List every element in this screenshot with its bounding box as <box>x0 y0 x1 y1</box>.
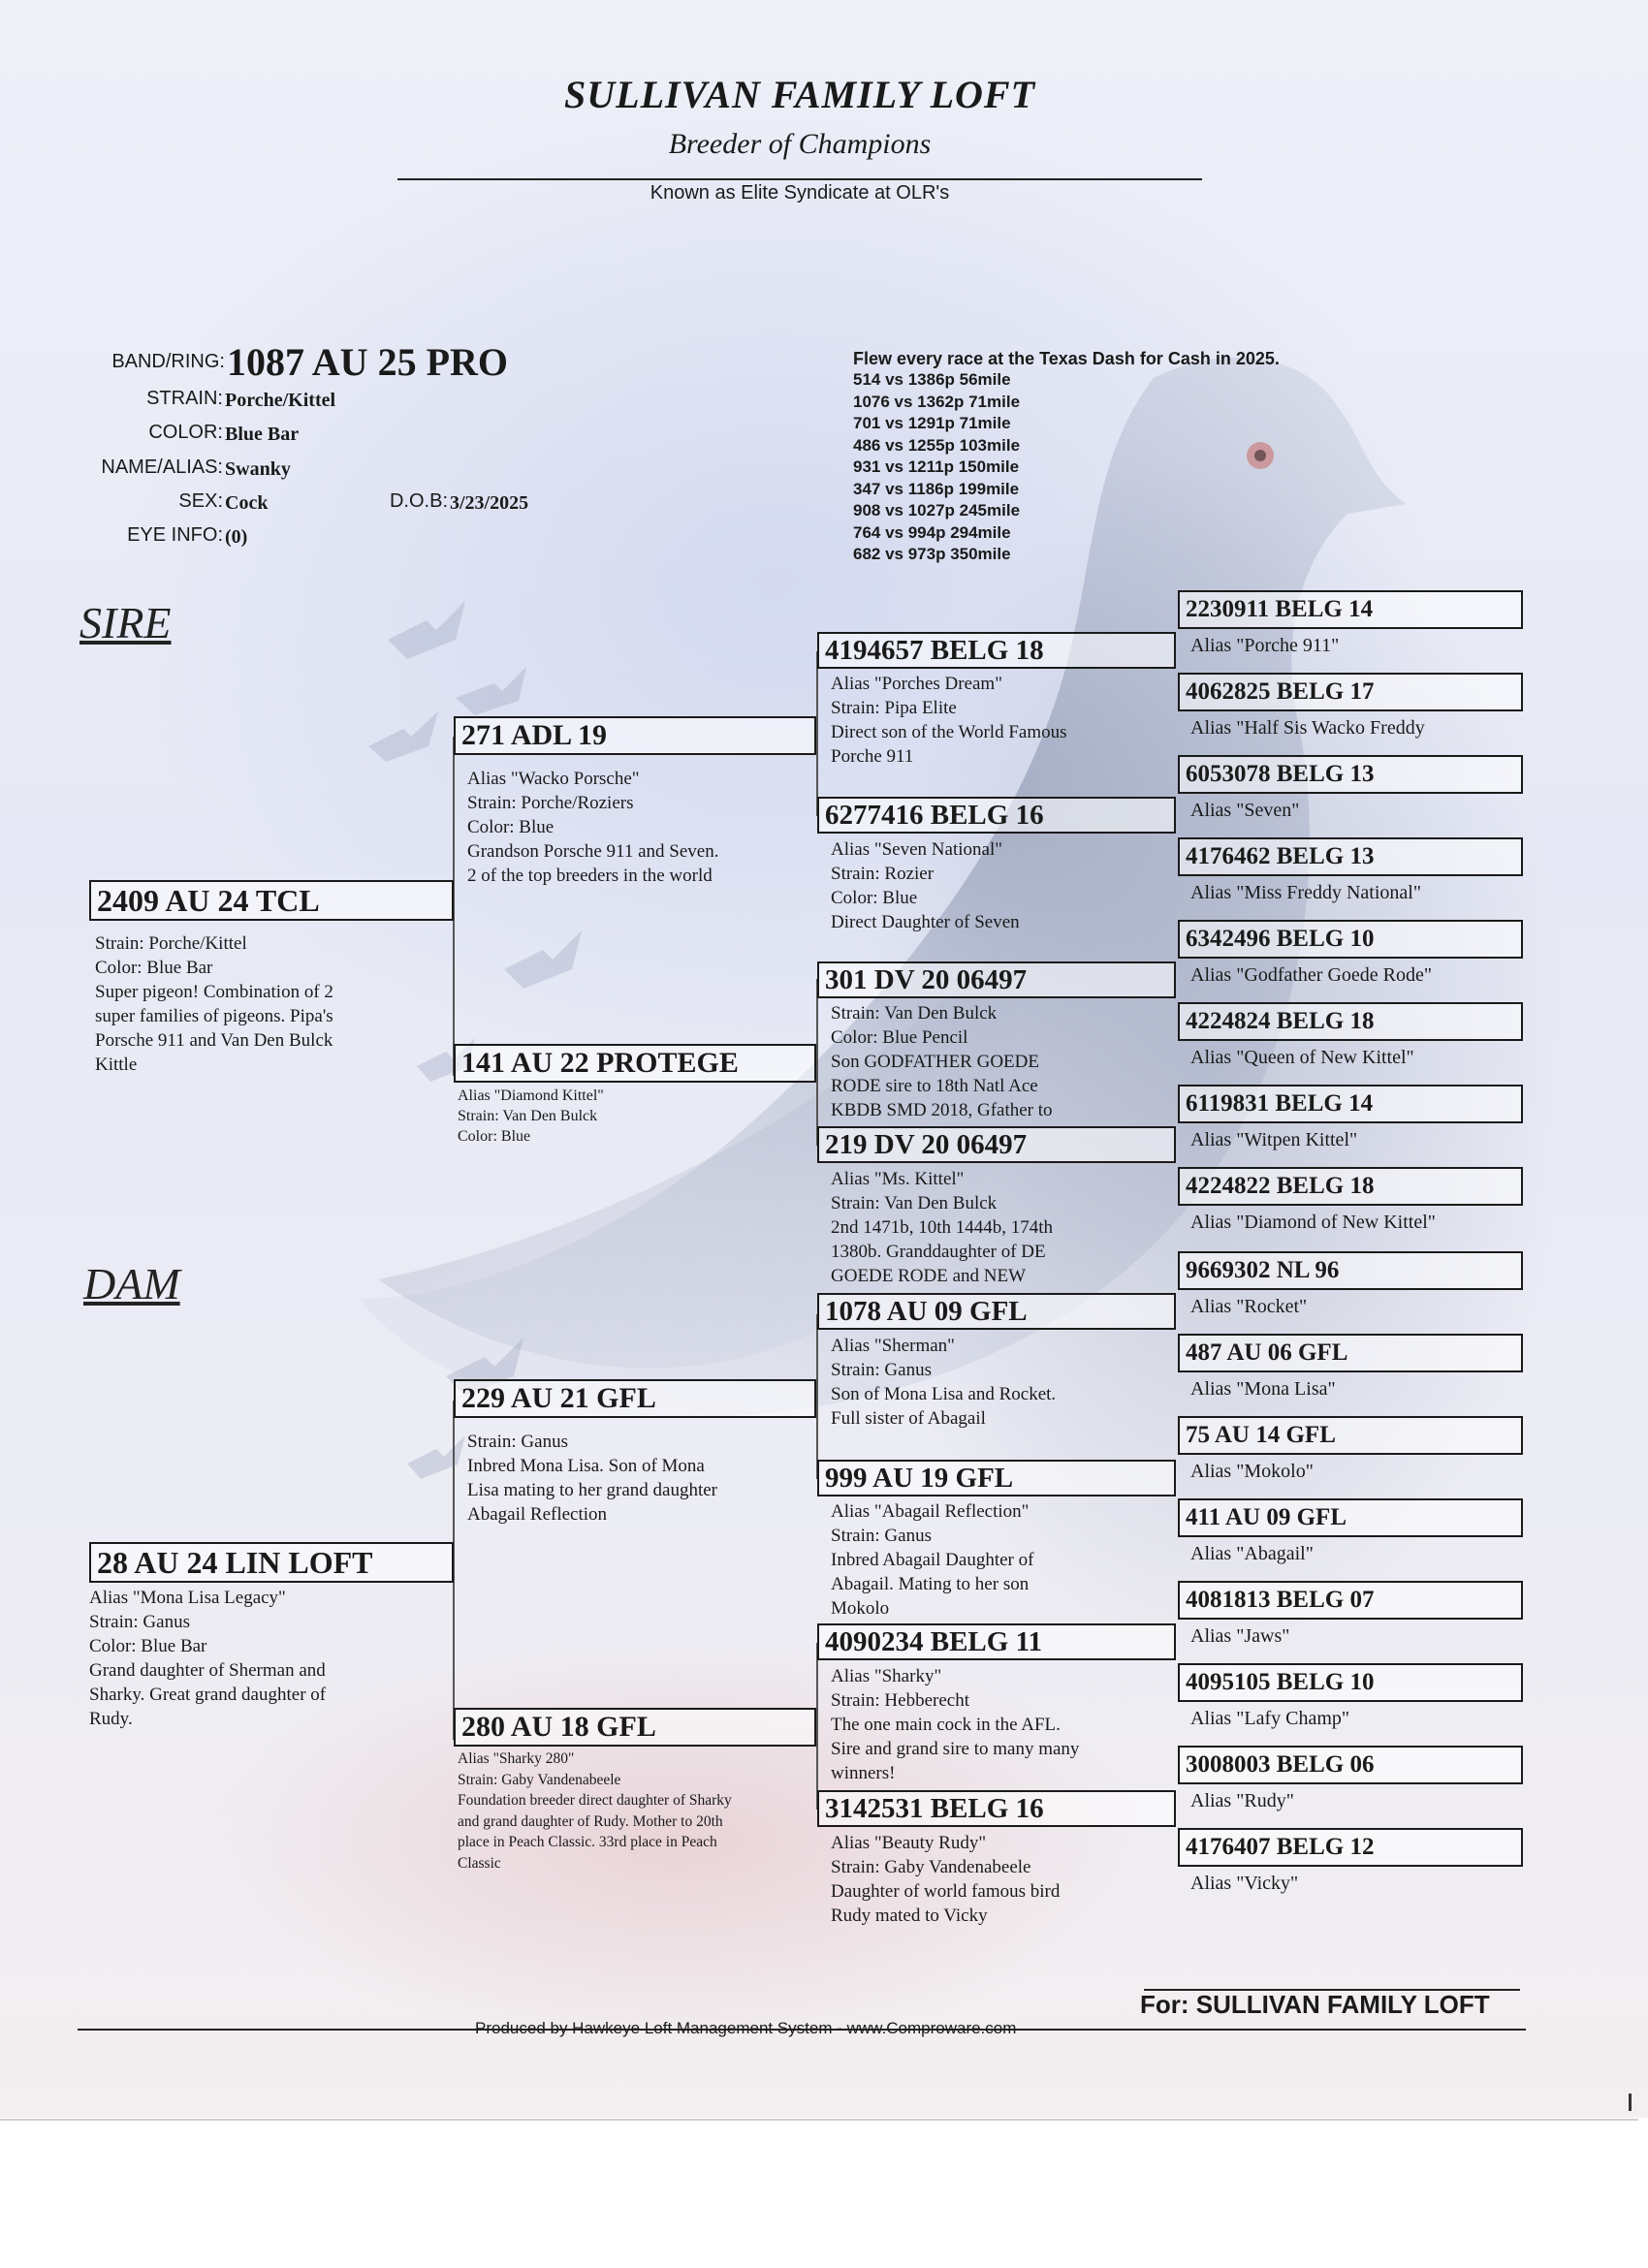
gen3-info-line: Full sister of Abagail <box>831 1408 986 1429</box>
dam-info-line: Rudy. <box>89 1709 133 1729</box>
gen3-band-box: 219 DV 20 06497 <box>817 1126 1176 1163</box>
gen2-info-line: Color: Blue <box>458 1128 531 1145</box>
gen3-info-line: Daughter of world famous bird <box>831 1881 1061 1902</box>
color-label: COLOR: <box>148 422 223 443</box>
gen3-info-line: Strain: Ganus <box>831 1526 932 1546</box>
gen3-info-line: Porche 911 <box>831 746 914 767</box>
connector-line <box>816 1314 818 1479</box>
gen2-band-box: 271 ADL 19 <box>454 716 816 755</box>
gen4-alias: Alias "Lafy Champ" <box>1190 1708 1350 1729</box>
gen2-info-line: Strain: Porche/Roziers <box>467 793 634 813</box>
gen4-band-box: 6119831 BELG 14 <box>1178 1085 1523 1123</box>
gen3-info <box>831 672 1067 769</box>
gen3-info-line: Alias "Seven National" <box>831 839 1002 860</box>
gen3-info-line: RODE sire to 18th Natl Ace <box>831 1076 1038 1096</box>
gen3-info-line: Alias "Abagail Reflection" <box>831 1501 1030 1522</box>
gen4-band-box: 9669302 NL 96 <box>1178 1251 1523 1290</box>
sire-info-line: Strain: Porche/Kittel <box>95 933 247 954</box>
gen4-alias: Alias "Rudy" <box>1190 1790 1294 1811</box>
gen3-info-line: Alias "Beauty Rudy" <box>831 1833 987 1853</box>
gen3-band-box: 4090234 BELG 11 <box>817 1623 1176 1660</box>
gen4-alias: Alias "Rocket" <box>1190 1296 1308 1317</box>
race-result: 514 vs 1386p 56mile <box>853 370 1011 389</box>
scan-mark <box>1629 2094 1632 2111</box>
gen3-info <box>831 1831 1060 1928</box>
gen3-band-box: 3142531 BELG 16 <box>817 1790 1176 1827</box>
dam-info-line: Strain: Ganus <box>89 1612 190 1632</box>
gen2-info-line: Strain: Ganus <box>467 1432 568 1452</box>
dob-label: D.O.B: <box>389 490 448 512</box>
gen2-info-line: Alias "Sharky 280" <box>458 1750 575 1767</box>
gen3-info-line: Strain: Van Den Bulck <box>831 1003 998 1024</box>
race-result: 486 vs 1255p 103mile <box>853 435 1021 455</box>
gen2-info-line: Foundation breeder direct daughter of Sharky <box>458 1792 732 1809</box>
gen3-info-line: Strain: Pipa Elite <box>831 698 957 718</box>
gen4-alias: Alias "Half Sis Wacko Freddy <box>1190 717 1425 739</box>
sex-value: Cock <box>225 492 269 514</box>
sire-band-box: 2409 AU 24 TCL <box>89 880 454 921</box>
gen3-info-line: Inbred Abagail Daughter of <box>831 1550 1034 1570</box>
scan-edge-line <box>0 2119 1638 2121</box>
color-value: Blue Bar <box>225 424 300 445</box>
band-label: BAND/RING: <box>111 351 225 372</box>
gen4-alias: Alias "Mokolo" <box>1190 1461 1314 1482</box>
known-as-text: Known as Elite Syndicate at OLR's <box>650 182 950 204</box>
gen3-info-line: Alias "Ms. Kittel" <box>831 1169 965 1189</box>
dam-info-line: Color: Blue Bar <box>89 1636 207 1656</box>
race-result: 347 vs 1186p 199mile <box>853 479 1020 498</box>
header-rule <box>397 178 1202 180</box>
gen3-info-line: Abagail. Mating to her son <box>831 1574 1030 1594</box>
gen2-info <box>458 1748 732 1874</box>
gen4-band-box: 4224824 BELG 18 <box>1178 1002 1523 1041</box>
gen3-info <box>831 1664 1079 1785</box>
gen2-info <box>458 1086 604 1147</box>
gen4-alias: Alias "Jaws" <box>1190 1625 1290 1647</box>
gen3-info <box>831 837 1020 934</box>
gen4-band-box: 4176407 BELG 12 <box>1178 1828 1523 1867</box>
footer-for-text: For: SULLIVAN FAMILY LOFT <box>1140 1990 1490 2019</box>
gen3-info-line: Son of Mona Lisa and Rocket. <box>831 1384 1057 1404</box>
gen3-info-line: Direct Daughter of Seven <box>831 912 1020 932</box>
gen3-band-box: 301 DV 20 06497 <box>817 961 1176 998</box>
gen4-alias: Alias "Godfather Goede Rode" <box>1190 964 1433 986</box>
gen4-alias: Alias "Vicky" <box>1190 1873 1299 1894</box>
gen4-band-box: 2230911 BELG 14 <box>1178 590 1523 629</box>
gen3-info-line: Strain: Gaby Vandenabeele <box>831 1857 1031 1877</box>
sire-info-line: Kittle <box>95 1055 138 1075</box>
loft-subtitle: Breeder of Champions <box>668 128 932 160</box>
gen4-band-box: 4081813 BELG 07 <box>1178 1581 1523 1620</box>
gen2-info-line: Alias "Diamond Kittel" <box>458 1087 604 1104</box>
gen2-info-line: and grand daughter of Rudy. Mother to 20th <box>458 1812 723 1830</box>
connector-line <box>816 979 818 1146</box>
gen3-info-line: Rudy mated to Vicky <box>831 1906 988 1926</box>
gen4-alias: Alias "Abagail" <box>1190 1543 1314 1564</box>
gen3-info-line: Strain: Van Den Bulck <box>831 1193 998 1213</box>
gen2-info-line: place in Peach Classic. 33rd place in Peach <box>458 1834 717 1850</box>
race-result: 764 vs 994p 294mile <box>853 522 1011 542</box>
gen3-info-line: Direct son of the World Famous <box>831 722 1067 742</box>
gen2-info-line: Strain: Gaby Vandenabeele <box>458 1771 621 1788</box>
produced-by-text: Produced by Hawkeye Loft Management System - www.Comproware.com <box>475 2019 1017 2037</box>
gen2-info-line: Color: Blue <box>467 817 555 837</box>
sire-info-line: Porsche 911 and Van Den Bulck <box>95 1030 333 1051</box>
gen2-band-box: 280 AU 18 GFL <box>454 1708 816 1747</box>
gen3-info-line: Son GODFATHER GOEDE <box>831 1052 1039 1072</box>
name-value: Swanky <box>225 458 291 480</box>
connector-line <box>816 1643 818 1810</box>
gen3-info-line: GOEDE RODE and NEW <box>831 1266 1027 1286</box>
gen2-info-line: Alias "Wacko Porsche" <box>467 769 640 789</box>
gen3-info-line: winners! <box>831 1763 896 1783</box>
gen3-info <box>831 1499 1033 1621</box>
gen2-band-box: 141 AU 22 PROTEGE <box>454 1044 816 1083</box>
gen4-alias: Alias "Diamond of New Kittel" <box>1190 1212 1436 1233</box>
gen2-info-line: 2 of the top breeders in the world <box>467 866 713 886</box>
sire-section-label: SIRE <box>79 598 172 647</box>
dam-info <box>89 1586 326 1731</box>
gen2-info-line: Grandson Porsche 911 and Seven. <box>467 841 719 862</box>
gen4-band-box: 487 AU 06 GFL <box>1178 1334 1523 1372</box>
band-value: 1087 AU 25 PRO <box>227 340 508 384</box>
gen3-info-line: Mokolo <box>831 1598 890 1619</box>
performance-heading: Flew every race at the Texas Dash for Cash in 2025. <box>853 349 1280 368</box>
gen4-band-box: 6342496 BELG 10 <box>1178 920 1523 959</box>
gen4-band-box: 4224822 BELG 18 <box>1178 1167 1523 1206</box>
gen3-info-line: Strain: Hebberecht <box>831 1690 969 1711</box>
gen2-info <box>467 767 718 888</box>
gen4-band-box: 75 AU 14 GFL <box>1178 1416 1523 1455</box>
gen3-band-box: 6277416 BELG 16 <box>817 797 1176 834</box>
gen4-band-box: 4095105 BELG 10 <box>1178 1663 1523 1702</box>
sire-info-line: Color: Blue Bar <box>95 958 213 978</box>
gen3-info-line: Color: Blue <box>831 888 918 908</box>
gen2-info-line: Strain: Van Den Bulck <box>458 1108 598 1124</box>
race-result: 931 vs 1211p 150mile <box>853 457 1020 476</box>
strain-value: Porche/Kittel <box>225 390 336 411</box>
gen2-info <box>467 1430 717 1527</box>
dam-section-label: DAM <box>83 1259 180 1308</box>
gen4-alias: Alias "Miss Freddy National" <box>1190 882 1421 903</box>
gen4-band-box: 3008003 BELG 06 <box>1178 1746 1523 1784</box>
gen3-info-line: Strain: Ganus <box>831 1360 932 1380</box>
gen3-info-line: Sire and grand sire to many many <box>831 1739 1080 1759</box>
loft-title: SULLIVAN FAMILY LOFT <box>564 73 1035 116</box>
gen3-band-box: 1078 AU 09 GFL <box>817 1293 1176 1330</box>
gen4-alias: Alias "Porche 911" <box>1190 635 1340 656</box>
dam-info-line: Grand daughter of Sherman and <box>89 1660 326 1681</box>
gen4-alias: Alias "Seven" <box>1190 800 1300 821</box>
race-result: 682 vs 973p 350mile <box>853 545 1011 563</box>
gen3-info-line: Alias "Porches Dream" <box>831 674 1002 694</box>
gen3-info-line: Alias "Sharky" <box>831 1666 942 1686</box>
sire-info-line: super families of pigeons. Pipa's <box>95 1006 333 1026</box>
race-result: 701 vs 1291p 71mile <box>853 414 1011 432</box>
gen4-alias: Alias "Mona Lisa" <box>1190 1378 1336 1400</box>
gen3-band-box: 4194657 BELG 18 <box>817 632 1176 669</box>
gen3-info <box>831 1334 1056 1431</box>
gen2-info-line: Lisa mating to her grand daughter <box>467 1480 718 1500</box>
connector-line <box>816 651 818 816</box>
eye-value: (0) <box>225 526 248 548</box>
gen3-info <box>831 1167 1053 1288</box>
name-label: NAME/ALIAS: <box>101 457 223 478</box>
dam-info-line: Alias "Mona Lisa Legacy" <box>89 1588 286 1608</box>
gen4-alias: Alias "Queen of New Kittel" <box>1190 1047 1414 1068</box>
sire-info-line: Super pigeon! Combination of 2 <box>95 982 333 1002</box>
gen4-alias: Alias "Witpen Kittel" <box>1190 1129 1358 1150</box>
gen2-info-line: Abagail Reflection <box>467 1504 608 1525</box>
dob-value: 3/23/2025 <box>450 492 529 514</box>
gen2-band-box: 229 AU 21 GFL <box>454 1379 816 1418</box>
race-result: 908 vs 1027p 245mile <box>853 501 1021 520</box>
gen4-band-box: 6053078 BELG 13 <box>1178 755 1523 794</box>
gen3-info-line: 2nd 1471b, 10th 1444b, 174th <box>831 1217 1054 1238</box>
dam-band-box: 28 AU 24 LIN LOFT <box>89 1542 454 1583</box>
gen3-info-line: Alias "Sherman" <box>831 1336 955 1356</box>
gen3-info-line: 1380b. Granddaughter of DE <box>831 1242 1046 1262</box>
gen4-band-box: 4176462 BELG 13 <box>1178 837 1523 876</box>
sex-label: SEX: <box>178 490 223 512</box>
performance-list <box>853 369 1020 566</box>
eye-label: EYE INFO: <box>127 524 223 546</box>
gen2-info-line: Inbred Mona Lisa. Son of Mona <box>467 1456 705 1476</box>
gen3-info <box>831 1001 1053 1122</box>
strain-label: STRAIN: <box>146 388 223 409</box>
sire-info <box>95 931 333 1077</box>
gen3-info-line: Color: Blue Pencil <box>831 1027 968 1048</box>
gen4-band-box: 4062825 BELG 17 <box>1178 673 1523 711</box>
gen3-info-line: The one main cock in the AFL. <box>831 1715 1061 1735</box>
dam-info-line: Sharky. Great grand daughter of <box>89 1685 327 1705</box>
gen4-band-box: 411 AU 09 GFL <box>1178 1498 1523 1537</box>
gen3-info-line: Strain: Rozier <box>831 864 935 884</box>
race-result: 1076 vs 1362p 71mile <box>853 392 1021 411</box>
gen3-info-line: KBDB SMD 2018, Gfather to <box>831 1100 1053 1120</box>
gen3-band-box: 999 AU 19 GFL <box>817 1460 1176 1496</box>
gen2-info-line: Classic <box>458 1854 501 1872</box>
